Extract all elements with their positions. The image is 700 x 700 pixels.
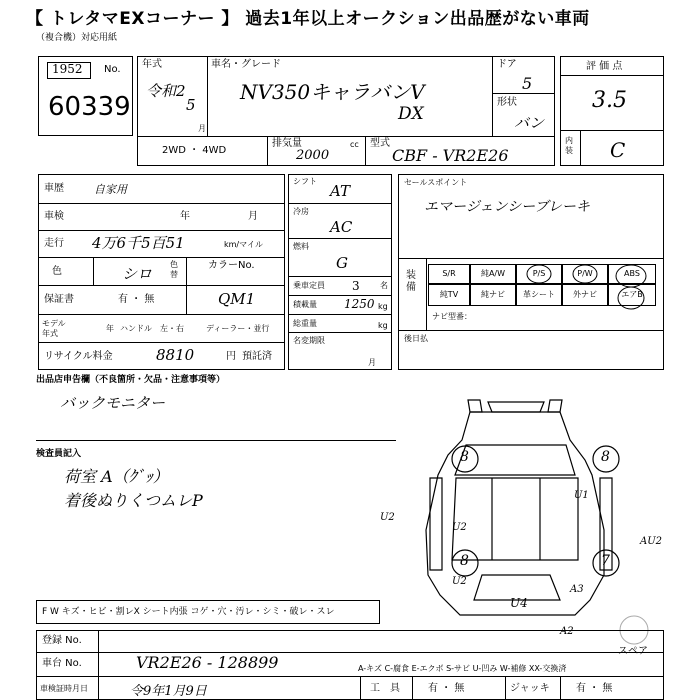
shift-value: AT [330,182,351,200]
shape-label: 形状 [497,97,517,108]
legend-text: A-キズ C-腐食 E-エクボ S-サビ U-凹み W-補修 XX-交換済 [358,664,567,673]
history-value: 自家用 [94,183,127,196]
page-title: 【 トレタマEXコーナー 】 過去1年以上オークション出品歴がない車両 [26,9,590,29]
shape-value: バン [514,114,545,132]
name-grade-label: 車名・グレード [211,59,281,70]
dealer-label: ディーラー・並行 [206,324,270,333]
jack-label: ジャッキ [510,683,550,694]
sales-point-value: エマージェンシーブレーキ [424,199,590,215]
door-count: 5 [522,74,533,93]
lot-code: 1952 [52,62,83,76]
color-no-label: カラーNo. [208,260,255,271]
shift-label: シフト [293,177,317,186]
yen-label: 円 [226,351,236,362]
load-label: 積載量 [293,300,317,309]
equipment-cell: ABS [608,264,656,284]
seller-note: バックモニター [60,394,166,412]
certificate-date: 令9年1月9日 [130,684,207,699]
damage-mark: U4 [510,596,528,610]
displacement-value: 2000 [296,148,330,163]
equipment-cell: 純ナビ [470,284,516,306]
equipment-cell: 純TV [428,284,470,306]
damage-mark: U2 [452,576,467,587]
model-label: 型式 [370,138,390,149]
lot-number: 60339 [48,92,131,122]
mileage-value: 4万6千5百51 [92,234,185,252]
inspector-note-1: 荷室 A（ｸﾞｯ） [64,467,169,486]
cc-label: cc [350,140,359,149]
warranty-label: 保証書 [44,294,74,305]
tools-label: 工 具 [370,683,400,694]
door-label: ドア [497,59,517,70]
chassis-no-label: 車台 No. [42,658,82,669]
reg-no-label: 登録 No. [42,635,82,646]
inspector-note-2: 着後ぬりくつムレP [64,491,203,510]
equipment-cell: 純A/W [470,264,516,284]
gross-kg: kg [378,321,388,330]
recycle-label: リサイクル料金 [44,351,113,362]
year-label: 年式 [142,59,162,70]
name-change-label: 名変期限 [293,336,325,345]
load-kg: kg [378,302,388,311]
inspection-label: 車検 [44,211,64,222]
mileage-label: 走行 [44,238,64,249]
equipment-cell: P/W [562,264,608,284]
wheel-mark: 8 [460,553,469,569]
year-month: 5 [186,96,196,114]
equipment-cell: P/S [516,264,562,284]
drive-label: 2WD ・ 4WD [162,145,227,156]
displacement-label: 排気量 [272,138,302,149]
certificate-label: 車検証時月日 [40,684,88,693]
color-change-label: 色替 [170,260,178,279]
capacity-label: 乗車定員 [293,281,325,290]
damage-mark: A2 [560,626,574,637]
equipment-cell: 外ナビ [562,284,608,306]
damage-mark: U2 [452,522,467,533]
form-subtitle: （複合機）対応用紙 [36,33,118,43]
wheel-mark: 7 [601,553,610,569]
color-value: シロ [122,265,153,283]
color-label: 色 [52,266,62,277]
handle-label: ハンドル 左・右 [120,324,184,333]
ac-value: AC [330,218,353,236]
equipment-label: 装備 [406,270,416,293]
inspection-year-unit: 年 [180,211,190,222]
recycle-value: 8810 [156,346,195,364]
chassis-no-value: VR2E26 - 128899 [136,653,279,672]
car-name: NV350キャラバンV [240,80,425,104]
sales-point-label: セールスポイント [404,178,468,187]
fuel-label: 燃料 [293,242,309,251]
interior-value: C [610,138,626,162]
persons-label: 名 [380,281,388,290]
model-code: CBF - VR2E26 [392,146,509,165]
interior-label: 内装 [565,136,573,155]
after-fit-label: 後日払 [404,334,428,343]
ac-label: 冷房 [293,207,309,216]
damage-mark: U1 [574,490,589,501]
damage-mark: AU2 [640,536,663,547]
mileage-unit: km/マイル [224,240,263,249]
equipment-cell: エアB [608,284,656,306]
score-value: 3.5 [592,88,627,113]
month-unit: 月 [198,124,206,133]
damage-mark: U2 [380,512,395,523]
inspection-month-unit: 月 [248,211,258,222]
model-year-label: モデル年式 [42,319,66,338]
gross-label: 総重量 [293,319,317,328]
color-no-value: QM1 [218,290,256,308]
navi-type-label: ナビ型番： [432,312,472,321]
seller-report-label: 出品店申告欄（不良箇所・欠品・注意事項等） [36,375,226,385]
year-era: 令和2 [146,82,186,100]
tools-value: 有 ・ 無 [428,683,465,694]
warranty-yes-no: 有 ・ 無 [118,294,155,305]
spare-label: スペア [618,646,648,657]
history-label: 車歴 [44,183,64,194]
jack-value: 有 ・ 無 [576,683,613,694]
score-label: 評 価 点 [586,61,623,72]
fuel-value: G [336,254,348,272]
load-value: 1250 [344,297,375,311]
name-change-month: 月 [368,358,376,367]
deposit-label: 預託済 [242,351,272,362]
equipment-cell: 革シート [516,284,562,306]
car-grade: DX [398,104,424,124]
equipment-cell: S/R [428,264,470,284]
capacity-value: 3 [352,279,360,293]
wheel-mark: 8 [460,449,469,465]
wheel-mark: 8 [601,449,610,465]
inspector-label: 検査員記入 [36,449,82,459]
lot-no-label: No. [104,64,121,75]
damage-category-text: F W キズ・ヒビ・割レX シート内張 コゲ・穴・汚レ・シミ・破レ・スレ [42,607,335,617]
model-year-unit: 年 [106,324,114,333]
damage-mark: A3 [570,584,584,595]
